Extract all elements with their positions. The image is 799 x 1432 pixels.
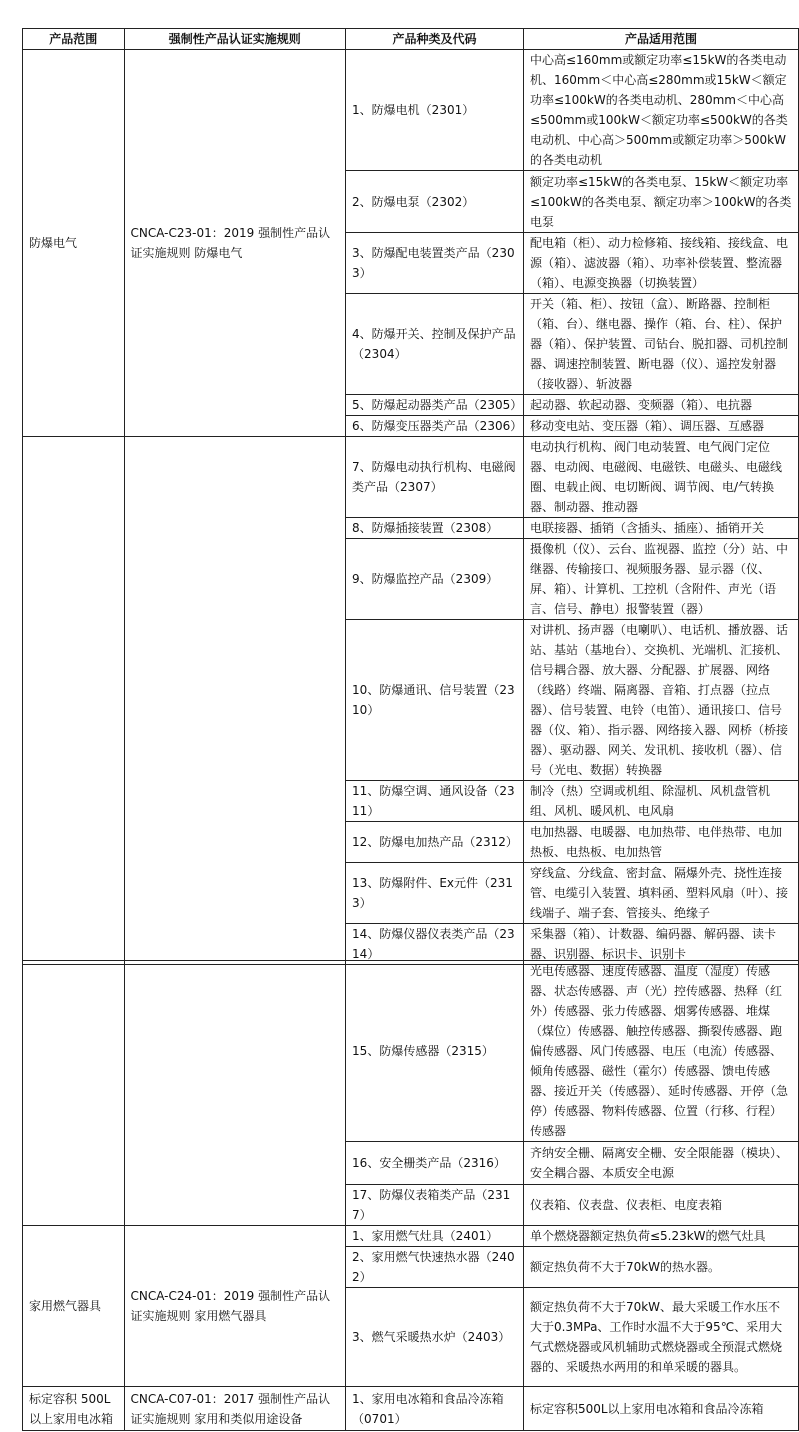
table-explosion-proof-part2 xyxy=(22,436,799,965)
kind-cell: 2、家用燃气快速热水器（2402） xyxy=(346,1247,524,1288)
header-kind: 产品种类及代码 xyxy=(346,29,524,50)
range-cell: 中心高≤160mm或额定功率≤15kW的各类电动机、160mm＜中心高≤280mm或15kW＜额定功率≤100kW的各类电动机、280mm＜中心高≤500mm或100kW＜额定功率≤500kW的各类电动机、中心高＞500mm或额定功率＞500kW的各类电动机 xyxy=(523,50,798,171)
gas-scope-cell: 家用燃气器具 xyxy=(23,1226,125,1387)
range-cell: 制冷（热）空调或机组、除湿机、风机盘管机组、风机、暖风机、电风扇 xyxy=(523,781,798,822)
kind-cell: 10、防爆通讯、信号装置（2310） xyxy=(346,620,524,781)
kind-cell: 11、防爆空调、通风设备（2311） xyxy=(346,781,524,822)
range-cell: 开关（箱、柜）、按钮（盒）、断路器、控制柜（箱、台）、继电器、操作（箱、台、柱）、保护器（箱）、保护装置、司钻台、脱扣器、司机控制器、调速控制装置、断电器（仪）、遥控发射器（接收器）、斩波器 xyxy=(523,294,798,395)
kind-cell: 6、防爆变压器类产品（2306） xyxy=(346,416,524,437)
kind-cell: 2、防爆电泵（2302） xyxy=(346,171,524,233)
header-row xyxy=(23,29,799,50)
range-cell: 穿线盒、分线盒、密封盒、隔爆外壳、挠性连接管、电缆引入装置、填料函、塑料风扇（叶）、接线端子、端子套、管接头、绝缘子 xyxy=(523,863,798,924)
range-cell: 对讲机、扬声器（电喇叭）、电话机、播放器、话站、基站（基地台）、交换机、光端机、汇接机、信号耦合器、放大器、分配器、扩展器、网络（线路）终端、隔离器、音箱、打点器（拉点器）、信号装置、电铃（电笛）、通讯接口、信号器（仪、箱）、指示器、网络接入器、网桥（桥接器）、驱动器、网关、发讯机、接收机（器）、信号（光电、数据）转换器 xyxy=(523,620,798,781)
table-row xyxy=(23,1387,799,1431)
kind-cell: 1、家用电冰箱和食品冷冻箱（0701） xyxy=(346,1387,524,1431)
kind-cell: 13、防爆附件、Ex元件（2313） xyxy=(346,863,524,924)
header-scope: 产品范围 xyxy=(23,29,125,50)
range-cell: 标定容积500L以上家用电冰箱和食品冷冻箱 xyxy=(523,1387,798,1431)
table-row xyxy=(23,1226,799,1247)
kind-cell: 7、防爆电动执行机构、电磁阀类产品（2307） xyxy=(346,437,524,518)
table-row xyxy=(23,50,799,171)
table-explosion-proof-part1 xyxy=(22,28,799,437)
range-cell: 采集器（箱）、计数器、编码器、解码器、读卡器、识别器、标识卡、识别卡 xyxy=(523,924,798,965)
rule-cell xyxy=(124,437,346,965)
gas-rule-cell: CNCA-C24-01：2019 强制性产品认证实施规则 家用燃气器具 xyxy=(124,1226,346,1387)
rule-cell: CNCA-C23-01：2019 强制性产品认证实施规则 防爆电气 xyxy=(124,50,346,437)
table-row xyxy=(23,437,799,518)
range-cell: 单个燃烧器额定热负荷≤5.23kW的燃气灶具 xyxy=(523,1226,798,1247)
kind-cell: 4、防爆开关、控制及保护产品（2304） xyxy=(346,294,524,395)
kind-cell: 9、防爆监控产品（2309） xyxy=(346,539,524,620)
range-cell: 配电箱（柜）、动力检修箱、接线箱、接线盒、电源（箱）、滤波器（箱）、功率补偿装置、整流器（箱）、电源变换器（切换装置） xyxy=(523,233,798,294)
kind-cell: 1、家用燃气灶具（2401） xyxy=(346,1226,524,1247)
header-range: 产品适用范围 xyxy=(523,29,798,50)
kind-cell: 16、安全栅类产品（2316） xyxy=(346,1142,524,1185)
kind-cell: 3、防爆配电装置类产品（2303） xyxy=(346,233,524,294)
kind-cell: 15、防爆传感器（2315） xyxy=(346,961,524,1142)
kind-cell: 12、防爆电加热产品（2312） xyxy=(346,822,524,863)
rule-cell xyxy=(124,961,346,1226)
scope-cell xyxy=(23,961,125,1226)
kind-cell: 3、燃气采暖热水炉（2403） xyxy=(346,1288,524,1387)
scope-cell: 防爆电气 xyxy=(23,50,125,437)
header-rule: 强制性产品认证实施规则 xyxy=(124,29,346,50)
kind-cell: 17、防爆仪表箱类产品（2317） xyxy=(346,1185,524,1226)
range-cell: 移动变电站、变压器（箱）、调压器、互感器 xyxy=(523,416,798,437)
range-cell: 仪表箱、仪表盘、仪表柜、电度表箱 xyxy=(523,1185,798,1226)
range-cell: 额定热负荷不大于70kW的热水器。 xyxy=(523,1247,798,1288)
kind-cell: 14、防爆仪器仪表类产品（2314） xyxy=(346,924,524,965)
table-sensors-gas-fridge xyxy=(22,960,799,1431)
range-cell: 摄像机（仪）、云台、监视器、监控（分）站、中继器、传输接口、视频服务器、显示器（仪、屏、箱）、计算机、工控机（含附件、声光（语言、信号、静电）报警装置（器） xyxy=(523,539,798,620)
range-cell: 额定热负荷不大于70kW、最大采暖工作水压不大于0.3MPa、工作时水温不大于95℃、采用大气式燃烧器或风机辅助式燃烧器或全预混式燃烧器的、采暖热水两用的和单采暖的器具。 xyxy=(523,1288,798,1387)
fridge-rule-cell: CNCA-C07-01：2017 强制性产品认证实施规则 家用和类似用途设备 xyxy=(124,1387,346,1431)
kind-cell: 1、防爆电机（2301） xyxy=(346,50,524,171)
kind-cell: 8、防爆插接装置（2308） xyxy=(346,518,524,539)
range-cell: 光电传感器、速度传感器、温度（湿度）传感器、状态传感器、声（光）控传感器、热释（红外）传感器、张力传感器、烟雾传感器、堆煤（煤位）传感器、触控传感器、撕裂传感器、跑偏传感器、风门传感器、电压（电流）传感器、倾角传感器、磁性（霍尔）传感器、馈电传感器、接近开关（传感器）、延时传感器、开停（急停）传感器、物料传感器、位置（行移、行程）传感器 xyxy=(523,961,798,1142)
range-cell: 齐纳安全栅、隔离安全栅、安全限能器（模块）、安全耦合器、本质安全电源 xyxy=(523,1142,798,1185)
range-cell: 起动器、软起动器、变频器（箱）、电抗器 xyxy=(523,395,798,416)
range-cell: 电加热器、电暖器、电加热带、电伴热带、电加热板、电热板、电加热管 xyxy=(523,822,798,863)
range-cell: 电联接器、插销（含插头、插座）、插销开关 xyxy=(523,518,798,539)
kind-cell: 5、防爆起动器类产品（2305） xyxy=(346,395,524,416)
table-row xyxy=(23,961,799,1142)
scope-cell xyxy=(23,437,125,965)
range-cell: 额定功率≤15kW的各类电泵、15kW＜额定功率≤100kW的各类电泵、额定功率＞100kW的各类电泵 xyxy=(523,171,798,233)
range-cell: 电动执行机构、阀门电动装置、电气阀门定位器、电动阀、电磁阀、电磁铁、电磁头、电磁线圈、电载止阀、电切断阀、调节阀、电/气转换器、制动器、推动器 xyxy=(523,437,798,518)
fridge-scope-cell: 标定容积 500L以上家用电冰箱 xyxy=(23,1387,125,1431)
